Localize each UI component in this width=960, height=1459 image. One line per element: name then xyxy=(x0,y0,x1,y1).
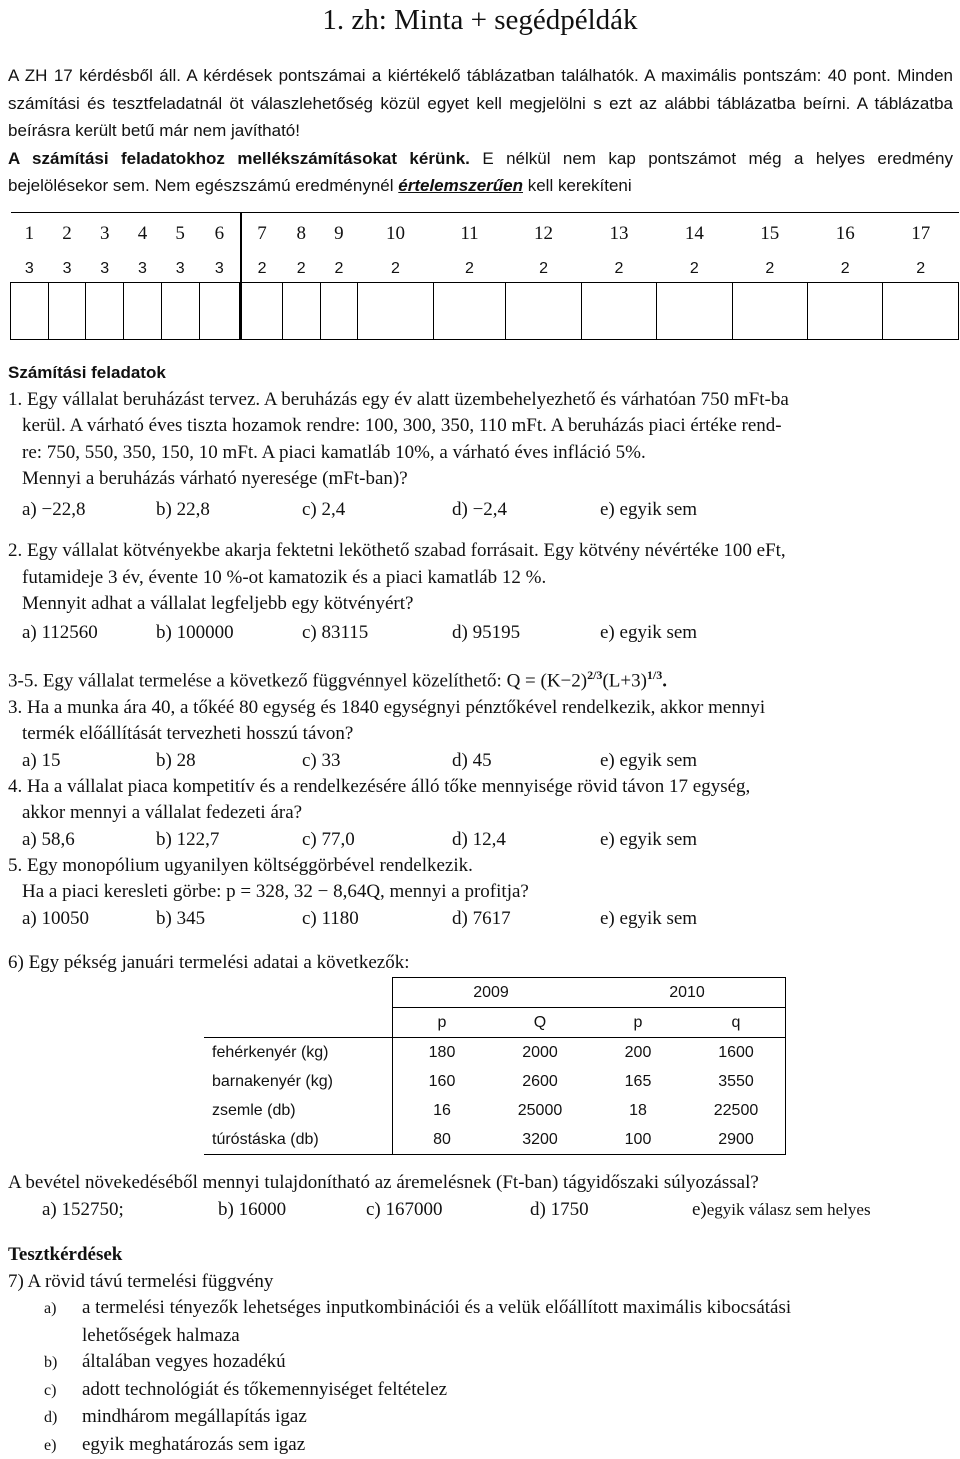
q1-line-2: kerül. A várható éves tiszta hozamok rendre: 100, 300, 350, 110 mFt. A beruházás piaci értéke rend- xyxy=(8,413,953,440)
row-label: zsemle (db) xyxy=(204,1096,393,1125)
question-number-cell: 8 xyxy=(282,213,320,256)
page-title: 1. zh: Minta + segédpéldák xyxy=(0,0,960,38)
q4-line-2: akkor mennyi a vállalat fedezeti ára? xyxy=(8,800,953,827)
table-cell: 25000 xyxy=(491,1096,589,1125)
q6-options xyxy=(8,1197,953,1223)
table-row xyxy=(204,1067,786,1096)
table-row xyxy=(204,1038,786,1068)
answer-option-line xyxy=(8,1432,953,1459)
question-number-cell: 12 xyxy=(506,213,581,256)
answer-cell[interactable] xyxy=(358,283,433,340)
answer-option-text: mindhárom megállapítás igaz xyxy=(82,1406,307,1427)
q5-option-e: e) egyik sem xyxy=(600,906,697,932)
q6-option-e xyxy=(692,1197,871,1223)
q2-option-e: e) egyik sem xyxy=(600,620,697,646)
q7-stem: 7) A rövid távú termelési függvény xyxy=(8,1269,953,1296)
answer-cell[interactable] xyxy=(124,283,162,340)
q3-options xyxy=(8,748,953,774)
answer-cell[interactable] xyxy=(657,283,732,340)
points-cell: 3 xyxy=(11,255,49,283)
q6-option-d: d) 1750 xyxy=(530,1197,692,1223)
points-cell: 3 xyxy=(161,255,199,283)
table-cell: 2600 xyxy=(491,1067,589,1096)
q6-question-block xyxy=(8,1170,953,1223)
q1-option-a: a) −22,8 xyxy=(22,497,156,523)
q1-option-b: b) 22,8 xyxy=(156,497,302,523)
question-number-cell: 15 xyxy=(732,213,807,256)
q35-intro xyxy=(8,662,953,695)
q3-option-e: e) egyik sem xyxy=(600,748,697,774)
answer-option-letter: a) xyxy=(8,1296,82,1323)
points-cell: 2 xyxy=(320,255,358,283)
points-cell: 3 xyxy=(86,255,124,283)
answer-cell[interactable] xyxy=(808,283,883,340)
answer-cell[interactable] xyxy=(86,283,124,340)
q1-line-3: re: 750, 550, 350, 150, 10 mFt. A piaci kamatláb 10%, a várható éves infláció 5%. xyxy=(8,440,953,467)
q3-line-2: termék előállítását tervezheti hosszú távon? xyxy=(8,721,953,748)
answer-option-line xyxy=(8,1323,953,1350)
table-cell: 2900 xyxy=(687,1125,786,1155)
answer-cell[interactable] xyxy=(241,283,283,340)
q6-intro: 6) Egy pékség januári termelési adatai a következők: xyxy=(8,950,953,977)
table-row xyxy=(204,1096,786,1125)
q6-option-c: c) 167000 xyxy=(366,1197,530,1223)
question-number-cell: 2 xyxy=(48,213,86,256)
table-cell: 165 xyxy=(589,1067,687,1096)
question-number-cell: 9 xyxy=(320,213,358,256)
q35-intro-text-2: (L+3) xyxy=(602,670,646,691)
exponent-l: 1/3 xyxy=(647,668,662,682)
answer-cell[interactable] xyxy=(433,283,506,340)
answer-cell[interactable] xyxy=(11,283,49,340)
points-cell: 3 xyxy=(48,255,86,283)
row-label: fehérkenyér (kg) xyxy=(204,1038,393,1068)
answer-option-line xyxy=(8,1404,953,1432)
points-cell: 2 xyxy=(433,255,506,283)
q4-option-b: b) 122,7 xyxy=(156,827,302,853)
bakery-data-table xyxy=(204,977,786,1155)
calc-section xyxy=(8,360,953,523)
points-cell: 2 xyxy=(241,255,283,283)
q5-option-a: a) 10050 xyxy=(22,906,156,932)
answer-option-line xyxy=(8,1349,953,1377)
question-number-cell: 3 xyxy=(86,213,124,256)
q2-line-3: Mennyit adhat a vállalat legfeljebb egy kötvényért? xyxy=(8,591,953,618)
question-number-cell: 6 xyxy=(199,213,241,256)
table-row xyxy=(204,1125,786,1155)
points-cell: 2 xyxy=(506,255,581,283)
points-cell: 3 xyxy=(199,255,241,283)
calc-heading: Számítási feladatok xyxy=(8,360,953,387)
q5-line-2: Ha a piaci keresleti görbe: p = 328, 32 − 8,64Q, mennyi a profitja? xyxy=(8,879,953,906)
test-heading: Tesztkérdések xyxy=(8,1242,953,1269)
table-cell: 1600 xyxy=(687,1038,786,1068)
points-cell: 2 xyxy=(883,255,959,283)
question-number-cell: 5 xyxy=(161,213,199,256)
answer-cell[interactable] xyxy=(883,283,959,340)
answer-option-text: egyik meghatározás sem igaz xyxy=(82,1434,305,1455)
q5-option-b: b) 345 xyxy=(156,906,302,932)
answer-option-letter: c) xyxy=(8,1378,82,1405)
year-2010: 2010 xyxy=(589,978,786,1008)
q35-block xyxy=(8,662,953,932)
answer-cell[interactable] xyxy=(199,283,241,340)
answer-cell[interactable] xyxy=(732,283,807,340)
q2-option-a: a) 112560 xyxy=(22,620,156,646)
instructions xyxy=(8,62,953,200)
q2-option-b: b) 100000 xyxy=(156,620,302,646)
q1-option-e: e) egyik sem xyxy=(600,497,697,523)
q35-intro-text: 3-5. Egy vállalat termelése a következő függvénnyel közelíthető: Q = (K−2) xyxy=(8,670,587,691)
q3-line-1: 3. Ha a munka ára 40, a tőkéé 80 egység és 1840 egységnyi pénztőkével rendelkezik, akkor mennyi xyxy=(8,695,953,722)
answer-option-text: általában vegyes hozadékú xyxy=(82,1351,286,1372)
header-p-2010: p xyxy=(589,1008,687,1038)
q4-option-d: d) 12,4 xyxy=(452,827,600,853)
answer-row xyxy=(11,283,959,340)
points-cell: 2 xyxy=(282,255,320,283)
q7-answers xyxy=(8,1295,953,1459)
header-q-2010: q xyxy=(687,1008,786,1038)
q4-line-1: 4. Ha a vállalat piaca kompetitív és a rendelkezésére álló tőke mennyisége rövid távon 17 egység, xyxy=(8,774,953,801)
q2-options xyxy=(8,620,953,646)
points-cell: 2 xyxy=(808,255,883,283)
q5-option-c: c) 1180 xyxy=(302,906,452,932)
q5-line-1: 5. Egy monopólium ugyanilyen költséggörbével rendelkezik. xyxy=(8,853,953,880)
instructions-text-2: E nélkül nem kap pontszámot még a helyes eredmény bejelölésekor sem. xyxy=(8,149,953,196)
answer-option-letter: e) xyxy=(8,1433,82,1459)
table-cell: 3550 xyxy=(687,1067,786,1096)
q1-line-1: 1. Egy vállalat beruházást tervez. A beruházás egy év alatt üzembehelyezhető és várhatóan 750 mFt-ba xyxy=(8,387,953,414)
points-cell: 2 xyxy=(657,255,732,283)
question-number-cell: 10 xyxy=(358,213,433,256)
question-number-cell: 7 xyxy=(241,213,283,256)
q2-block xyxy=(8,538,953,646)
points-cell: 2 xyxy=(581,255,656,283)
answer-option-text: a termelési tényezők lehetséges inputkombinációi és a velük előállított maximális kibocsátási xyxy=(82,1297,791,1318)
answer-option-letter: b) xyxy=(8,1350,82,1377)
table-cell: 16 xyxy=(393,1096,492,1125)
q2-option-d: d) 95195 xyxy=(452,620,600,646)
q1-line-4: Mennyi a beruházás várható nyeresége (mFt-ban)? xyxy=(8,466,953,493)
q3-option-a: a) 15 xyxy=(22,748,156,774)
answer-cell[interactable] xyxy=(282,283,320,340)
question-number-row xyxy=(11,213,959,256)
answer-cell[interactable] xyxy=(581,283,656,340)
instructions-text-4: kell kerekíteni xyxy=(523,176,632,195)
header-q-2009: Q xyxy=(491,1008,589,1038)
answer-option-text: adott technológiát és tőkemennyiséget feltételez xyxy=(82,1379,447,1400)
answer-table xyxy=(10,212,959,340)
instructions-emphasis: értelemszerűen xyxy=(398,176,523,195)
year-2009: 2009 xyxy=(393,978,590,1008)
q1-options xyxy=(8,497,953,523)
q4-options xyxy=(8,827,953,853)
year-row xyxy=(204,978,786,1008)
q2-line-2: futamideje 3 év, évente 10 %-ot kamatozik és a piaci kamatláb 12 %. xyxy=(8,565,953,592)
row-label: túróstáska (db) xyxy=(204,1125,393,1155)
q6-question: A bevétel növekedéséből mennyi tulajdonítható az áremelésnek (Ft-ban) tágyidőszaki súlyozással? xyxy=(8,1170,953,1197)
q6-option-b: b) 16000 xyxy=(218,1197,366,1223)
q2-line-1: 2. Egy vállalat kötvényekbe akarja fektetni leköthető szabad forrásait. Egy kötvény névértéke 100 eFt, xyxy=(8,538,953,565)
question-number-cell: 13 xyxy=(581,213,656,256)
header-p-2009: p xyxy=(393,1008,492,1038)
q1-option-d: d) −2,4 xyxy=(452,497,600,523)
table-cell: 22500 xyxy=(687,1096,786,1125)
table-cell: 3200 xyxy=(491,1125,589,1155)
points-cell: 2 xyxy=(358,255,433,283)
q4-option-a: a) 58,6 xyxy=(22,827,156,853)
q3-option-d: d) 45 xyxy=(452,748,600,774)
q6-option-e-text: egyik válasz sem helyes xyxy=(707,1197,871,1223)
q3-option-b: b) 28 xyxy=(156,748,302,774)
q4-option-c: c) 77,0 xyxy=(302,827,452,853)
answer-cell[interactable] xyxy=(506,283,581,340)
points-cell: 3 xyxy=(124,255,162,283)
points-cell: 2 xyxy=(732,255,807,283)
table-cell: 180 xyxy=(393,1038,492,1068)
question-number-cell: 17 xyxy=(883,213,959,256)
exponent-k: 2/3 xyxy=(587,668,602,682)
question-number-cell: 11 xyxy=(433,213,506,256)
answer-cell[interactable] xyxy=(48,283,86,340)
instructions-bold: A számítási feladatokhoz mellékszámításokat kérünk. xyxy=(8,149,470,168)
table-cell: 160 xyxy=(393,1067,492,1096)
instructions-text-3: Nem egészszámú eredménynél xyxy=(150,176,399,195)
question-number-cell: 14 xyxy=(657,213,732,256)
question-number-cell: 16 xyxy=(808,213,883,256)
answer-option-line xyxy=(8,1295,953,1323)
q1-option-c: c) 2,4 xyxy=(302,497,452,523)
answer-option-text: lehetőségek halmaza xyxy=(82,1325,240,1346)
table-cell: 2000 xyxy=(491,1038,589,1068)
q4-option-e: e) egyik sem xyxy=(600,827,697,853)
q5-option-d: d) 7617 xyxy=(452,906,600,932)
answer-option-line xyxy=(8,1377,953,1405)
header-row xyxy=(204,1008,786,1038)
q2-option-c: c) 83115 xyxy=(302,620,452,646)
q35-intro-end: . xyxy=(662,670,667,691)
table-cell: 18 xyxy=(589,1096,687,1125)
table-cell: 80 xyxy=(393,1125,492,1155)
test-section xyxy=(8,1242,953,1459)
row-label: barnakenyér (kg) xyxy=(204,1067,393,1096)
q3-option-c: c) 33 xyxy=(302,748,452,774)
instructions-text: A ZH 17 kérdésből áll. A kérdések pontszámai a kiértékelő táblázatban találhatók. A maximális pontszám: 40 pont. Minden számítási és tesztfeladatnál öt válaszlehetőség közül egyet kell megjelölni s ezt az alábbi táblázatba beírni. A táblázatba beírásra került betű már nem javítható! xyxy=(8,66,953,140)
data-rows xyxy=(204,1038,786,1155)
question-number-cell: 4 xyxy=(124,213,162,256)
q5-options xyxy=(8,906,953,932)
q6-option-a: a) 152750; xyxy=(42,1197,218,1223)
answer-option-letter: d) xyxy=(8,1405,82,1432)
table-cell: 100 xyxy=(589,1125,687,1155)
q6-option-e-letter: e) xyxy=(692,1197,707,1223)
answer-cell[interactable] xyxy=(320,283,358,340)
points-row xyxy=(11,255,959,283)
question-number-cell: 1 xyxy=(11,213,49,256)
answer-cell[interactable] xyxy=(161,283,199,340)
table-cell: 200 xyxy=(589,1038,687,1068)
